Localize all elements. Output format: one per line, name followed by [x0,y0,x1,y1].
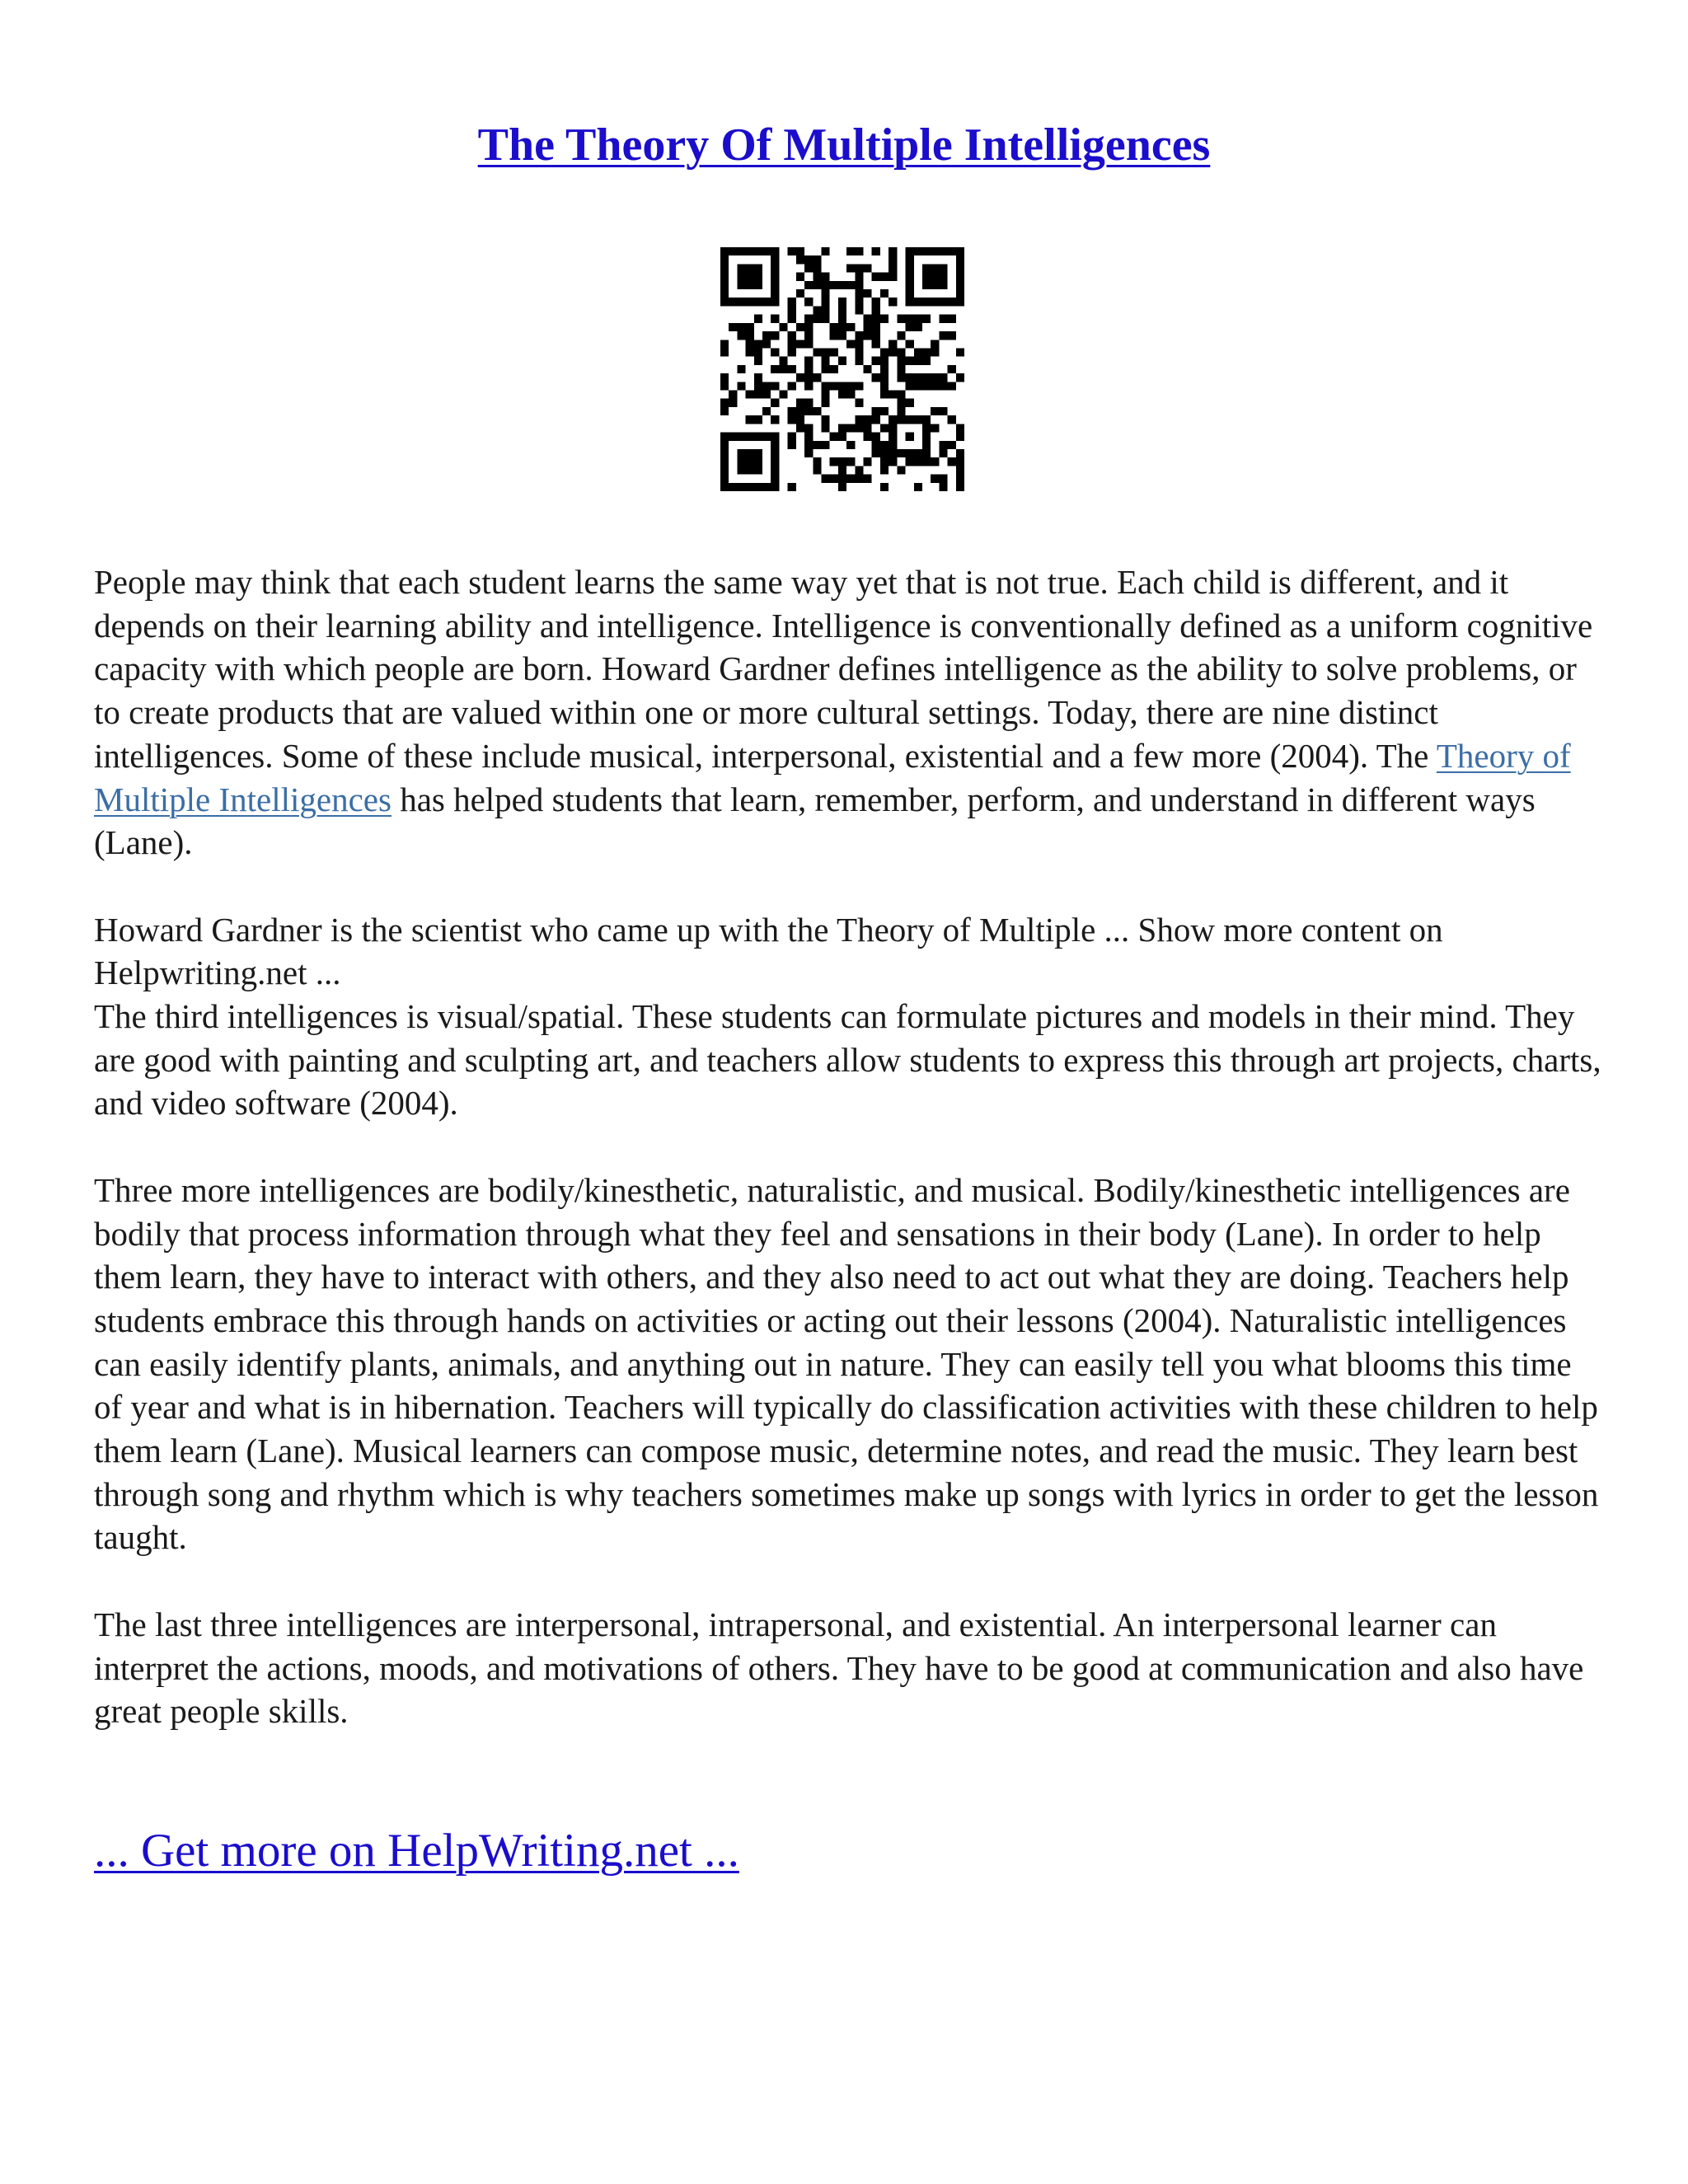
get-more-link[interactable]: ... Get more on HelpWriting.net ... [94,1825,739,1877]
document-body [94,560,1602,1777]
paragraph-gardner: Howard Gardner is the scientist who came up with the Theory of Multiple ... Show more content on Helpwriting.net ... [94,910,1443,992]
paragraph-visual-spatial: The third intelligences is visual/spatial. These students can formulate pictures and models in their mind. They are good with painting and sculpting art, and teachers allow students to express this through art projects, charts, and video software (2004). [94,997,1601,1122]
paragraph-bodily-naturalistic-musical: Three more intelligences are bodily/kinesthetic, naturalistic, and musical. Bodily/kinesthetic intelligences are bodily that process information through what they feel and sensations in their body (Lane). In order to help them learn, they have to interact with others, and they also need to act out what they are doing. Teachers help students embrace this through hands on activities or acting out their lessons (2004). Naturalistic intelligences can easily identify plants, animals, and anything out in nature. They can easily tell you what blooms this time of year and what is in hibernation. Teachers will typically do classification activities with these children to help them learn (Lane). Musical learners can compose music, determine notes, and read the music. They learn best through song and rhythm which is why teachers sometimes make up songs with lyrics in order to get the lesson taught. [94,1170,1599,1557]
paragraph-intro [94,560,1602,865]
paragraph-interpersonal: The last three intelligences are interpersonal, intrapersonal, and existential. An interpersonal learner can interpret the actions, moods, and motivations of others. They have to be good at communication and also have great people skills. [94,1605,1584,1731]
qr-code [720,247,964,491]
paragraph-text: has helped students that learn, remember, perform, and understand in different ways (Lane). [94,780,1536,862]
document-title [0,115,1688,175]
qr-code-graphic [720,247,964,491]
paragraph-text: People may think that each student learns the same way yet that is not true. Each child is different, and it depends on their learning ability and intelligence. Intelligence is conventionally defined as a uniform cognitive capacity with which people are born. Howard Gardner defines intelligence as the ability to solve problems, or to create products that are valued within one or more cultural settings. Today, there are nine distinct intelligences. Some of these include musical, interpersonal, existential and a few more (2004). The [94,563,1593,775]
theory-inline-link[interactable]: Theory of Multiple Intelligences [94,736,1571,818]
title-link[interactable]: The Theory Of Multiple Intelligences [477,120,1211,171]
